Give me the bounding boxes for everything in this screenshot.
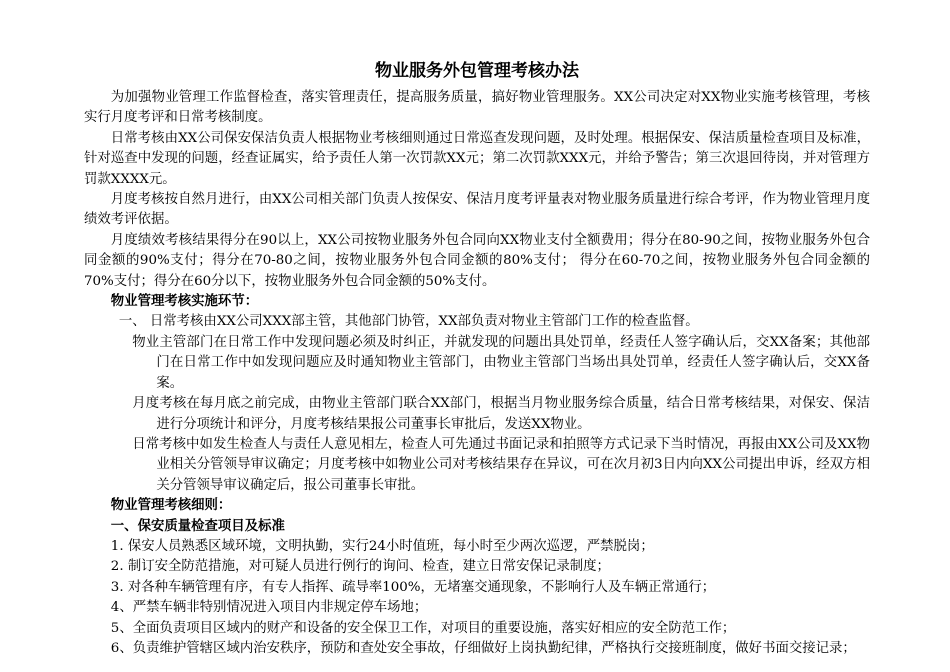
intro-paragraph-4: 月度绩效考核结果得分在90以上，XX公司按物业服务外包合同向XX物业支付全额费用；得分在80-90之间，按物业服务外包合同金额的90%支付；得分在70-80之间，按物业服务外包合同金额的80%支付； 得分在60-70之间，按物业服务外包合同金额的70%支付；得分在60分以下，按物业服务外包合同金额的50%支付。 bbox=[84, 232, 870, 289]
impl-sub-paragraph-2: 月度考核在每月底之前完成，由物业主管部门联合XX部门，根据当月物业服务综合质量，结合日常考核结果，对保安、保洁进行分项统计和评分，月度考核结果报公司董事长审批后，发送XX物业。 bbox=[132, 396, 870, 432]
intro-paragraph-1: 为加强物业管理工作监督检查，落实管理责任，提高服务质量，搞好物业管理服务。XX公司决定对XX物业实施考核管理，考核实行月度考评和日常考核制度。 bbox=[84, 90, 870, 126]
impl-sub-paragraph-3: 日常考核中如发生检查人与责任人意见相左，检查人可先通过书面记录和拍照等方式记录下当时情况，再报由XX公司及XX物业相关分管领导审议确定；月度考核中如物业公司对考核结果存在异议，可在次月初3日内向XX公司提出申诉，经双方相关分管领导审议确定后，报公司董事长审批。 bbox=[132, 436, 870, 493]
security-item-3: 3. 对各种车辆管理有序，有专人指挥、疏导率100%，无堵塞交通现象，不影响行人及车辆正常通行； bbox=[110, 579, 716, 595]
rules-heading: 物业管理考核细则： bbox=[110, 498, 232, 514]
impl-sub-paragraph-1: 物业主管部门在日常工作中发现问题必须及时纠正，并就发现的问题出具处罚单，经责任人签字确认后，交XX备案；其他部门在日常工作中如发现问题应及时通知物业主管部门，由物业主管部门当场出具处罚单，经责任人签字确认后，交XX备案。 bbox=[132, 334, 870, 391]
impl-heading: 物业管理考核实施环节： bbox=[110, 294, 259, 310]
document bbox=[84, 60, 870, 659]
security-item-4: 4、严禁车辆非特别情况进入项目内非规定停车场地； bbox=[110, 600, 428, 616]
security-item-5: 5、全面负责项目区域内的财产和设备的安全保卫工作，对项目的重要设施，落实好相应的安全防范工作； bbox=[110, 620, 736, 636]
document-title: 物业服务外包管理考核办法 bbox=[375, 61, 579, 81]
security-heading: 一、保安质量检查项目及标准 bbox=[110, 518, 285, 534]
intro-paragraph-2: 日常考核由XX公司保安保洁负责人根据物业考核细则通过日常巡查发现问题，及时处理。根据保安、保洁质量检查项目及标准，针对巡查中发现的问题，经查证属实，给予责任人第一次罚款XX元；第二次罚款XXX元，并给予警告；第三次退回待岗，并对管理方罚款XXXX元。 bbox=[84, 130, 870, 187]
impl-step-1: 一、 日常考核由XX公司XXX部主管，其他部门协管，XX部负责对物业主管部门工作的检查监督。 bbox=[118, 314, 699, 330]
security-item-2: 2. 制订安全防范措施，对可疑人员进行例行的询问、检查，建立日常安保记录制度； bbox=[110, 559, 610, 575]
security-item-6: 6、负责维护管辖区域内治安秩序，预防和查处安全事故，仔细做好上岗执勤纪律，严格执行交接班制度，做好书面交接记录； bbox=[110, 640, 856, 656]
intro-paragraph-3: 月度考核按自然月进行，由XX公司相关部门负责人按保安、保洁月度考评量表对物业服务质量进行综合考评，作为物业管理月度绩效考评依据。 bbox=[84, 192, 870, 228]
security-item-1: 1. 保安人员熟悉区域环境，文明执勤，实行24小时值班，每小时至少两次巡逻，严禁脱岗； bbox=[110, 538, 654, 554]
